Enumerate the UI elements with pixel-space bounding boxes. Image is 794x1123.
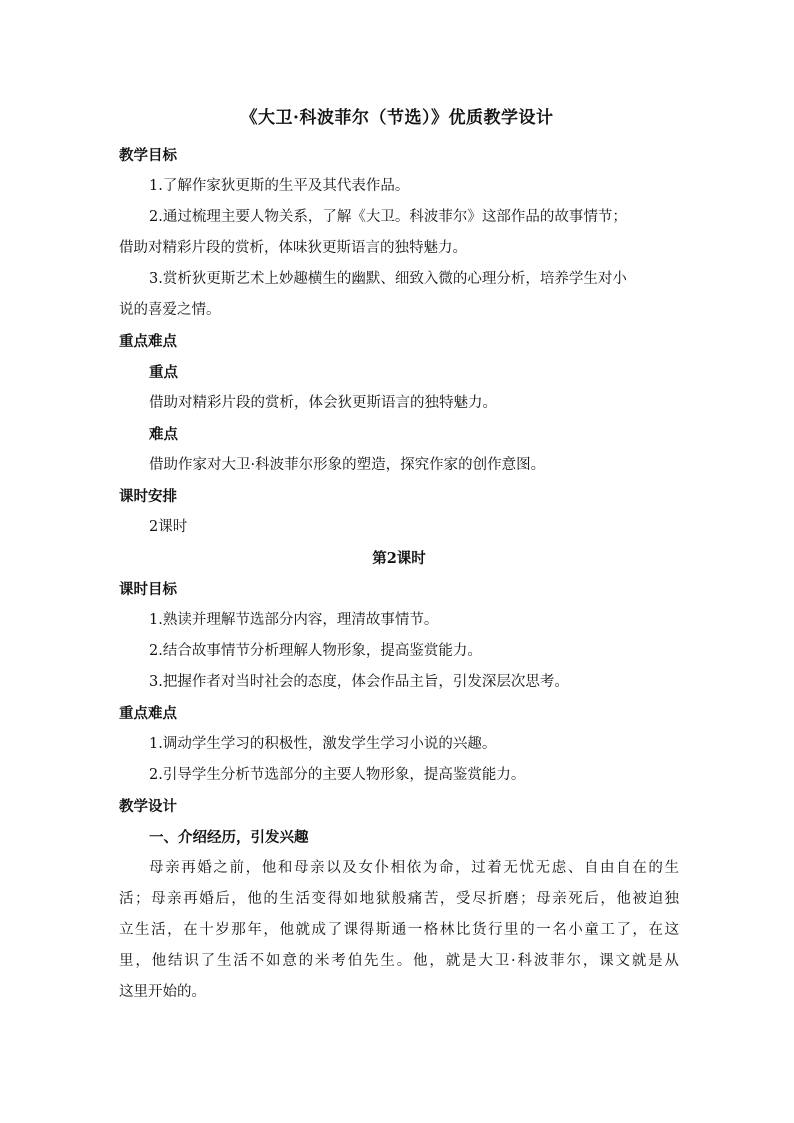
paragraph-line: 立生活，在十岁那年，他就成了课得斯通一格林比货行里的一名小童工了，在这 <box>119 922 679 938</box>
section-heading: 课时安排 <box>119 488 177 505</box>
paragraph-line: 这里开始的。 <box>119 984 206 1000</box>
section-heading: 一、介绍经历，引发兴趣 <box>149 829 309 846</box>
section-heading: 重点难点 <box>119 705 177 722</box>
section-heading: 教学设计 <box>119 798 177 815</box>
paragraph-line: 借助对精彩片段的赏析，体味狄更斯语言的独特魅力。 <box>119 240 467 256</box>
paragraph-line: 1.了解作家狄更斯的生平及其代表作品。 <box>149 178 410 194</box>
paragraph-line: 1.熟读并理解节选部分内容，理清故事情节。 <box>149 612 439 628</box>
paragraph-line: 里，他结识了生活不如意的米考伯先生。他，就是大卫·科波菲尔，课文就是从 <box>119 953 679 969</box>
paragraph-line: 母亲再婚之前，他和母亲以及女仆相依为命，过着无忧无虑、自由自在的生 <box>149 860 679 876</box>
paragraph-line: 借助对精彩片段的赏析，体会狄更斯语言的独特魅力。 <box>149 395 497 411</box>
section-heading: 第2课时 <box>372 550 426 567</box>
section-heading: 重点 <box>149 364 178 381</box>
paragraph-line: 说的喜爱之情。 <box>119 302 221 318</box>
document-body <box>119 140 679 1008</box>
section-heading: 课时目标 <box>119 581 177 598</box>
section-heading: 难点 <box>149 426 178 443</box>
document-title: 《大卫·科波菲尔（节选）》优质教学设计 <box>240 108 554 128</box>
paragraph-line: 3.赏析狄更斯艺术上妙趣横生的幽默、细致入微的心理分析，培养学生对小 <box>149 271 627 287</box>
paragraph-line: 1.调动学生学习的积极性，激发学生学习小说的兴趣。 <box>149 736 497 752</box>
paragraph-line: 2.结合故事情节分析理解人物形象，提高鉴赏能力。 <box>149 643 482 659</box>
paragraph-line: 2.引导学生分析节选部分的主要人物形象，提高鉴赏能力。 <box>149 767 526 783</box>
paragraph-line: 2课时 <box>149 519 188 535</box>
section-heading: 重点难点 <box>119 333 177 350</box>
paragraph-line: 活；母亲再婚后，他的生活变得如地狱般痛苦，受尽折磨；母亲死后，他被迫独 <box>119 891 679 907</box>
paragraph-line: 2.通过梳理主要人物关系，了解《大卫。科波菲尔》这部作品的故事情节； <box>149 209 627 225</box>
section-heading: 教学目标 <box>119 147 177 164</box>
paragraph-line: 3.把握作者对当时社会的态度，体会作品主旨，引发深层次思考。 <box>149 674 569 690</box>
paragraph-line: 借助作家对大卫·科波菲尔形象的塑造，探究作家的创作意图。 <box>149 457 546 473</box>
